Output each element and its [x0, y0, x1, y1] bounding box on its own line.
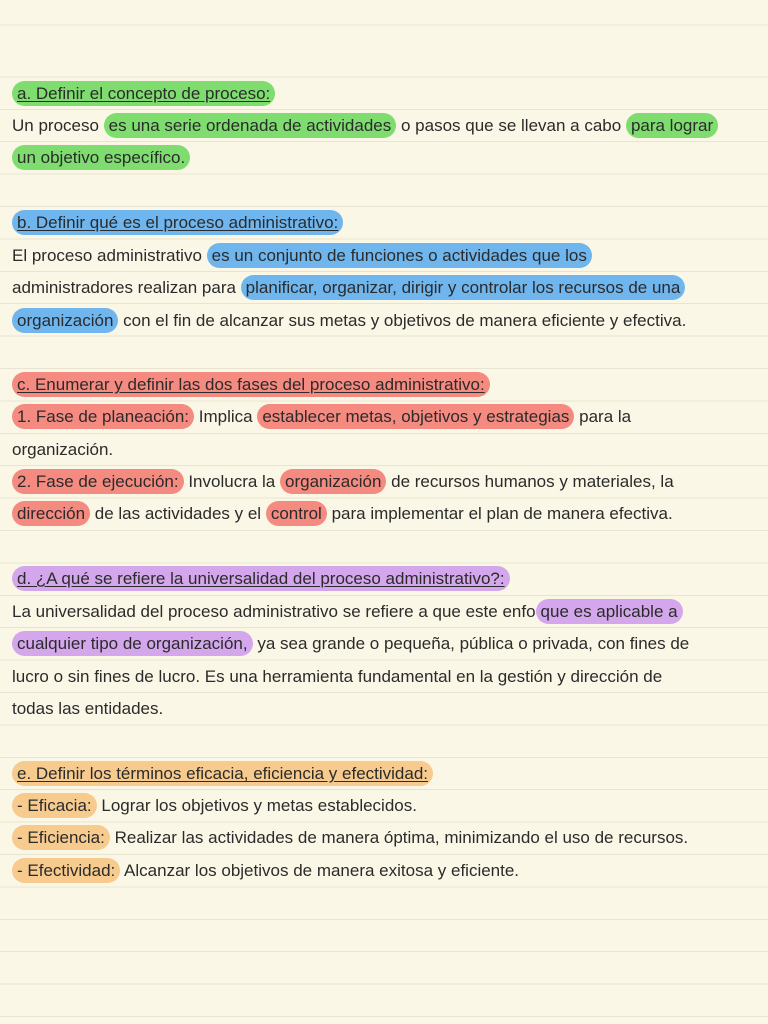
section-d-line-4 — [12, 693, 752, 725]
section-e-heading-line — [12, 758, 752, 790]
section-d-heading: d. ¿A qué se refiere la universalidad del proceso administrativo?: — [12, 566, 510, 591]
text-run: para la — [574, 407, 632, 426]
text-run: organización. — [12, 440, 114, 459]
text-run: ya sea grande o pequeña, pública o privada, con fines de — [252, 634, 690, 653]
text-run: Alcanzar los objetivos de manera exitosa y eficiente. — [120, 861, 520, 880]
highlight-red: establecer metas, objetivos y estrategias — [257, 404, 574, 429]
highlight-red: 2. Fase de ejecución: — [12, 469, 184, 494]
section-e-line-3 — [12, 855, 752, 887]
section-e-line-1 — [12, 790, 752, 822]
text-run: Involucra la — [183, 472, 280, 491]
section-c-heading-line — [12, 369, 752, 401]
text-run: con el fin de alcanzar sus metas y objetivos de manera eficiente y efectiva. — [118, 311, 687, 330]
section-b-line-3 — [12, 305, 752, 337]
section-a-line-2 — [12, 142, 752, 174]
section-b-heading-line — [12, 207, 752, 239]
section-a-line-1 — [12, 110, 752, 142]
text-run: Realizar las actividades de manera óptima, minimizando el uso de recursos. — [109, 828, 689, 847]
highlight-green: es una serie ordenada de actividades — [104, 113, 397, 138]
highlight-blue: planificar, organizar, dirigir y controlar los recursos de una — [241, 275, 686, 300]
section-d-heading-line — [12, 563, 752, 595]
highlight-green: un objetivo específico. — [12, 145, 190, 170]
section-a-heading: a. Definir el concepto de proceso: — [12, 81, 275, 106]
highlight-red: dirección — [12, 501, 90, 526]
text-run: de las actividades y el — [90, 504, 266, 523]
text-run: Lograr los objetivos y metas establecidos. — [96, 796, 417, 815]
highlight-red: organización — [280, 469, 386, 494]
section-c-line-4 — [12, 498, 752, 530]
text-run: o pasos que se llevan a cabo — [396, 116, 626, 135]
text-run: La universalidad del proceso administrativo se refiere a que este enfo — [12, 602, 536, 621]
section-b-line-1 — [12, 240, 752, 272]
highlight-green: para lograr — [626, 113, 718, 138]
text-run: lucro o sin fines de lucro. Es una herramienta fundamental en la gestión y dirección de — [12, 667, 663, 686]
section-a-heading-line — [12, 78, 752, 110]
section-d-line-2 — [12, 628, 752, 660]
section-c-heading: c. Enumerar y definir las dos fases del proceso administrativo: — [12, 372, 490, 397]
text-run: para implementar el plan de manera efectiva. — [326, 504, 673, 523]
section-e-line-2 — [12, 822, 752, 854]
text-run: Implica — [194, 407, 258, 426]
highlight-red: 1. Fase de planeación: — [12, 404, 194, 429]
section-c-line-1 — [12, 401, 752, 433]
section-d-line-1 — [12, 596, 752, 628]
section-c-line-2 — [12, 434, 752, 466]
text-run: Un proceso — [12, 116, 104, 135]
text-run: de recursos humanos y materiales, la — [386, 472, 674, 491]
section-d-line-3 — [12, 661, 752, 693]
section-c-line-3 — [12, 466, 752, 498]
text-run: todas las entidades. — [12, 699, 164, 718]
highlight-orange: - Eficacia: — [12, 793, 97, 818]
highlight-orange: - Eficiencia: — [12, 825, 110, 850]
text-run: El proceso administrativo — [12, 246, 207, 265]
text-run: administradores realizan para — [12, 278, 241, 297]
highlight-blue: es un conjunto de funciones o actividades que los — [207, 243, 592, 268]
highlight-orange: - Efectividad: — [12, 858, 120, 883]
section-b-heading: b. Definir qué es el proceso administrativo: — [12, 210, 343, 235]
highlight-red: control — [266, 501, 327, 526]
highlight-blue: organización — [12, 308, 118, 333]
section-b-line-2 — [12, 272, 752, 304]
section-e-heading: e. Definir los términos eficacia, eficiencia y efectividad: — [12, 761, 433, 786]
highlight-purple: que es aplicable a — [536, 599, 683, 624]
highlight-purple: cualquier tipo de organización, — [12, 631, 253, 656]
